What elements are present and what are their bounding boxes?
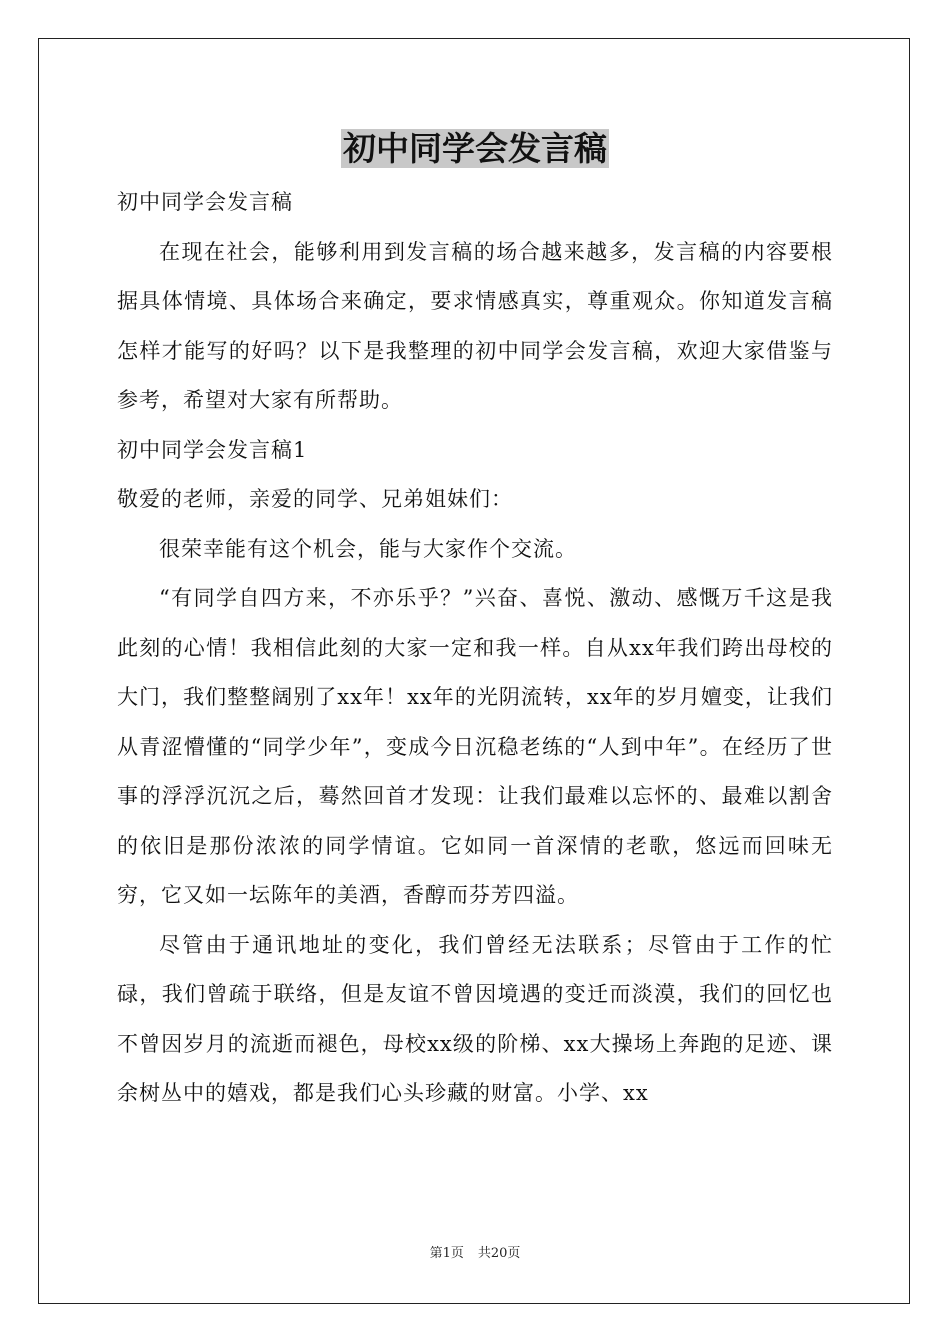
document-body [117,178,833,1119]
page-footer [0,1244,950,1264]
salutation: 敬爱的老师，亲爱的同学、兄弟姐妹们： [117,487,513,511]
paragraph: 初中同学会发言稿 [117,190,293,214]
paragraph: 在现在社会，能够利用到发言稿的场合越来越多，发言稿的内容要根据具体情境、具体场合来确定，要求情感真实，尊重观众。你知道发言稿怎样才能写的好吗？以下是我整理的初中同学会发言稿，欢迎大家借鉴与参考，希望对大家有所帮助。 [117,239,833,412]
page-number: 第1页 [429,1246,464,1261]
page-total: 共20页 [477,1246,521,1261]
paragraph: “有同学自四方来，不亦乐乎？”兴奋、喜悦、激动、感慨万千这是我此刻的心情！我相信此刻的大家一定和我一样。自从xx年我们跨出母校的大门，我们整整阔别了xx年！xx年的光阴流转，xx年的岁月嬗变，让我们从青涩懵懂的“同学少年”，变成今日沉稳老练的“人到中年”。在经历了世事的浮浮沉沉之后，蓦然回首才发现：让我们最难以忘怀的、最难以割舍的依旧是那份浓浓的同学情谊。它如同一首深情的老歌，悠远而回味无穷，它又如一坛陈年的美酒，香醇而芬芳四溢。 [117,586,833,907]
paragraph: 尽管由于通讯地址的变化，我们曾经无法联系；尽管由于工作的忙碌，我们曾疏于联络，但是友谊不曾因境遇的变迁而淡漠，我们的回忆也不曾因岁月的流逝而褪色，母校xx级的阶梯、xx大操场上奔跑的足迹、课余树丛中的嬉戏，都是我们心头珍藏的财富。小学、xx [117,932,833,1105]
document-title-text: 初中同学会发言稿 [343,129,607,168]
section-heading: 初中同学会发言稿1 [117,437,308,462]
paragraph: 很荣幸能有这个机会，能与大家作个交流。 [159,536,577,561]
document-title [0,125,950,173]
